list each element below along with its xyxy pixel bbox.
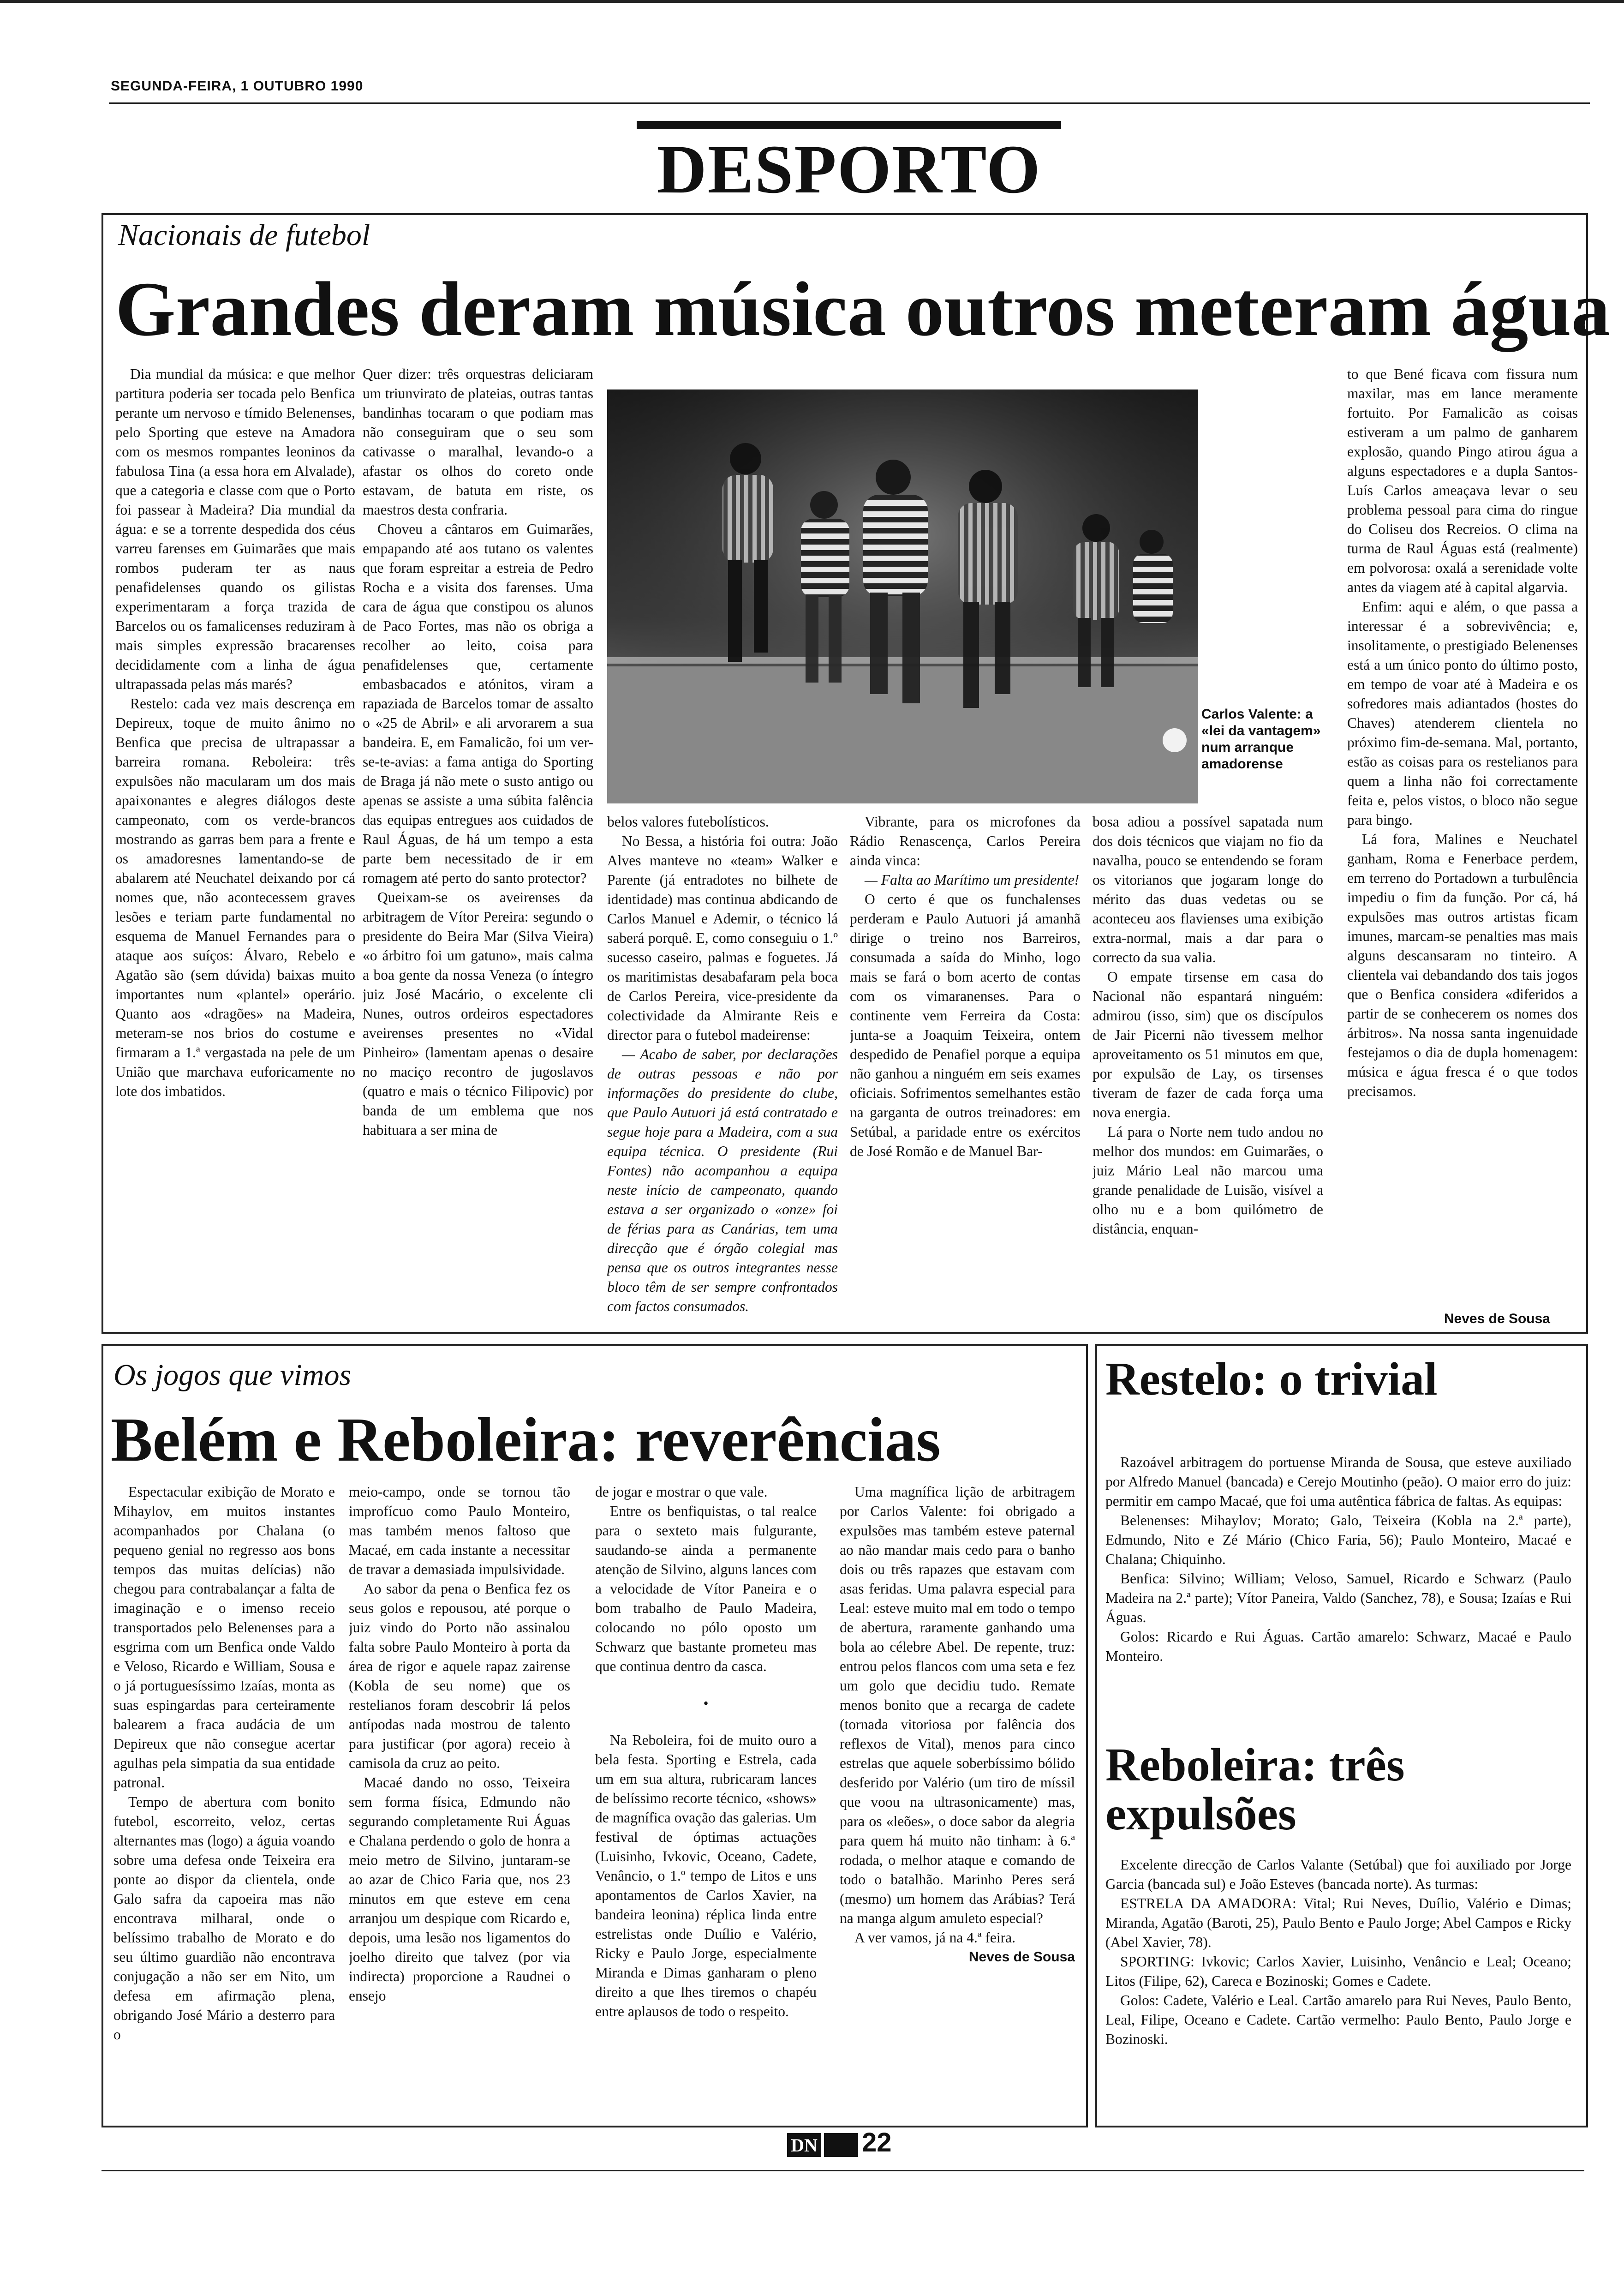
article2-column-3: [595, 1482, 817, 2115]
paragraph: to que Bené ficava com fissura num maxilar, mas em lance meramente fortuito. Por Famalicão as coisas estiveram a um palmo de ganharem explosão, quando Pingo atirou água a alguns espectadores e a dupla Santos-Luís Carlos ameaçava levar o seu problema pessoal para cima do ringue do Coliseu dos Recreios. O clima na turma de Raul Águas está (realmente) em polvorosa: oxalá a serenidade volte antes da viagem até à capital algarvia.: [1347, 366, 1578, 595]
match-photo: [607, 389, 1198, 803]
paragraph: SPORTING: Ivkovic; Carlos Xavier, Luisinho, Venâncio e Leal; Oceano; Litos (Filipe, 62), Careca e Bozinoski; Gomes e Cadete.: [1105, 1953, 1571, 1989]
paragraph: Lá fora, Malines e Neuchatel ganham, Roma e Fenerbace perdem, em terreno do Portadown a turbulência impediu o fim da função. Por cá, há expulsões mas outros artistas ficam imunes, marcam-se penalties mas mais alguns descansaram no tinteiro. A clientela vai debandando dos tais jogos que o Benfica considera «diferidos a partir de se conhecerem os nomes dos árbitros». Na nossa santa ingenuidade festejamos o dia de dupla homenagem: música e água fresca é o que todos precisamos.: [1347, 831, 1578, 1099]
paragraph: Ao sabor da pena o Benfica fez os seus golos e repousou, até porque o juiz vindo do Porto não assinalou falta sobre Paulo Monteiro à porta da área de rigor e aquele rapaz zairense (Kobla de seu nome) que os restelianos foram descobrir lá pelos antípodas nada mostrou de talento para justificar (por agora) receio à camisola da cruz ao peito.: [349, 1581, 570, 1771]
paragraph: Restelo: cada vez mais descrença em Depireux, toque de muito ânimo no Benfica que precisa de ultrapassar a barreira romana. Reboleira: três expulsões não macularam um dos mais apaixonantes e alegres diálogos deste campeonato, com os verde-brancos mostrando as garras bem para a frente e os amadoresnes lamentando-se de abalarem até Neuchatel deixando por cá nomes que, não acontecessem graves lesões e teriam parte fundamental no esquema de Manuel Fernandes para o ataque aos suíços: Álvaro, Rebelo e Agatão são (sem dúvida) baixas muito importantes num «plantel» operário. Quanto aos «dragões» na Madeira, meteram-se nos brios do costume e firmaram a 1.ª vergastada na pele de um União que marchava euforicamente no lote dos imbatidos.: [115, 695, 355, 1099]
article2-column-1: [113, 1482, 335, 2115]
restelo-headline: Restelo: o trivial: [1105, 1353, 1438, 1405]
paragraph: Benfica: Silvino; William; Veloso, Samuel, Ricardo e Schwarz (Paulo Madeira na 2.ª parte); Vítor Paneira, Valdo (Sanchez, 78), e Sousa; Izaías e Rui Águas.: [1105, 1570, 1571, 1625]
paragraph: Razoável arbitragem do portuense Miranda de Sousa, que esteve auxiliado por Alfredo Manuel (bancada) e Cerejo Moutinho (peão). O maior erro do juiz: permitir em campo Macaé, que foi uma autêntica fábrica de faltas. As equipas:: [1105, 1454, 1571, 1509]
dateline: SEGUNDA-FEIRA, 1 OUTUBRO 1990: [111, 78, 364, 94]
paragraph: A ver vamos, já na 4.ª feira.: [854, 1929, 1015, 1946]
page-number: 22: [862, 2127, 892, 2157]
photo-caption: Carlos Valente: a «lei da vantagem» num arranque amadorense: [1201, 707, 1321, 772]
paragraph: Quer dizer: três orquestras deliciaram um triunvirato de plateias, outras tantas bandinhas tocaram o que podiam mas não conseguiram que o seu som cativasse o maralhal, levando-o a afastar os olhos do coreto onde estavam, de batuta em riste, os maestros desta confraria.: [363, 366, 593, 518]
paragraph: Belenenses: Mihaylov; Morato; Galo, Teixeira (Kobla na 2.ª parte), Edmundo, Nito e Zé Mário (Chico Faria, 56); Paulo Monteiro, Macaé e Chalana; Chiquinho.: [1105, 1512, 1571, 1567]
main-kicker: Nacionais de futebol: [118, 218, 370, 252]
article2-column-2: [349, 1482, 570, 2115]
paragraph: Tempo de abertura com bonito futebol, escorreito, veloz, certas alternantes mas (logo) a águia voando sobre uma defesa onde Teixeira era ponte ao dispor da clientela, onde Galo safra da capoeira mas não encontrava milharal, onde o belíssimo trabalho de Morato e do seu último guardião não encontrava conjugação a não ser em Nito, um defesa em afirmação plena, obrigando José Mário a desterro para o: [113, 1794, 335, 2043]
paragraph: ESTRELA DA AMADORA: Vital; Rui Neves, Duílio, Valério e Dimas; Miranda, Agatão (Baroti, 25), Paulo Bento e Paulo Jorge; Abel Campos e Ricky (Abel Xavier, 78).: [1105, 1895, 1571, 1950]
paragraph: Lá para o Norte nem tudo andou no melhor dos mundos: em Guimarães, o juiz Mário Leal não marcou uma grande penalidade de Luisão, visível a olho nu e a bom quilómetro de distância, enquan-: [1093, 1124, 1323, 1237]
article1-column-1: [115, 365, 355, 1327]
paragraph: Vibrante, para os microfones da Rádio Renascença, Carlos Pereira ainda vinca:: [850, 814, 1081, 869]
paragraph: Espectacular exibição de Morato e Mihaylov, em muitos instantes acompanhados por Chalana (o pequeno genial no regresso aos bons tempos das muitas delícias) não chegou para contrabalançar a falta de imaginação e o imenso receio transportados pelo Belenenses para a esgrima com um Benfica onde Valdo e Veloso, Ricardo e William, Sousa e o já portuguesíssimo Izaías, monta as suas espingardas para certeiramente balearem a fraca audácia de um Depireux que não consegue acertar agulhas pela simpatia da sua entidade patronal.: [113, 1484, 335, 1791]
paragraph: Choveu a cântaros em Guimarães, empapando até aos tutano os valentes que foram espreitar a estreia de Pedro Rocha e a visita dos farenses. Uma cara de água que constipou os alunos de Paco Fortes, mas não os obriga a recolher ao leito, coisa para penafidelenses que, certamente embasbacados e atónitos, viram a rapaziada de Barcelos tomar de assalto o «25 de Abril» e ali arvorarem a sua bandeira. E, em Famalicão, foi um ver-se-te-avias: a fama antiga do Sporting de Braga já não mete o susto antigo ou apenas se assiste a uma súbita falência das equipas entregues aos cuidados de Raul Águas, de há um tempo a esta parte bem necessitado de ir em romagem até perto do santo protector?: [363, 521, 593, 886]
section-title: DESPORTO: [657, 131, 1041, 208]
svg-text:DN: DN: [791, 2135, 818, 2156]
article2-column-4: [840, 1482, 1075, 2115]
restelo-report: [1105, 1453, 1571, 1711]
paragraph: Excelente direcção de Carlos Valante (Setúbal) que foi auxiliado por Jorge Garcia (bancada sul) e João Esteves (bancada norte). As turmas:: [1105, 1857, 1571, 1892]
paragraph: de jogar e mostrar o que vale.: [595, 1484, 768, 1500]
separator-dot: •: [703, 1695, 709, 1711]
second-kicker: Os jogos que vimos: [113, 1358, 352, 1392]
newspaper-logo: [786, 2131, 860, 2159]
paragraph: Queixam-se os aveirenses da arbitragem de Vítor Pereira: segundo o presidente do Beira Mar (Silva Vieira) «o árbitro foi um gatuno», mais calma a boa gente da nossa Veneza (o íntegro juiz José Macário, o excelente cli Nunes, outros ordeiros espectadores aveirenses presentes no «Vidal Pinheiro» (lamentam apenas o desaire no maciço recontro de jugoslavos (quatro e mais o técnico Filipovic) por banda de um emblema que nos habituara a ser mina de: [363, 889, 593, 1138]
article1-signature: Neves de Sousa: [1444, 1311, 1550, 1326]
article1-column-3: [607, 812, 838, 1327]
top-rule: [0, 0, 1624, 3]
paragraph: Uma magnífica lição de arbitragem por Carlos Valente: foi obrigado a expulsões mas também esteve paternal ao não mandar mais cedo para o banho dois ou três rapazes que estavam com asas feridas. Uma palavra especial para Leal: esteve muito mal em todo o tempo de abertura, raramente ganhando uma bola ao célebre Abel. De repente, truz: entrou pelos flancos com uma seta e fez um golo que decidiu tudo. Remate menos bonito que a recarga de cadete (tornada vitoriosa por falência dos reflexos de Vital), menos para cinco estrelas que aquele soberbíssimo bólido desferido por Valério (um tiro de míssil que voou na ultrasonicamente) mas, para os «leões», o doce sabor da alegria para quem há muito não tinham: à 6.ª rodada, o melhor ataque e comando de todo o batalhão. Marinho Peres será (mesmo) um homem das Arábias? Terá na manga algum amuleto especial?: [840, 1484, 1075, 1926]
match-photo-image: [607, 389, 1198, 803]
paragraph: meio-campo, onde se tornou tão improfícuo como Paulo Monteiro, mas também menos faltoso que Macaé, em cada instante a necessitar de travar a demasiada impulsividade.: [349, 1484, 570, 1577]
article1-column-4: [850, 812, 1081, 1327]
paragraph: Dia mundial da música: e que melhor partitura poderia ser tocada pelo Benfica perante um nervoso e tímido Belenenses, pelo Sporting que esteve na Amadora com os mesmos rompantes leoninos da fabulosa Tina (a essa hora em Alvalade), que a categoria e classe com que o Porto foi passear à Madeira? Dia mundial da água: e se a torrente despedida dos céus varreu farenses em Guimarães que mais rombos puderam ter as naus penafidelenses quando os gilistas experimentaram a força trazida de Barcelos ou os famalicenses reduziram à mais simples expressão bracarenses decididamente com a linha de água ultrapassada pelas más marés?: [115, 366, 355, 692]
paragraph: Na Reboleira, foi de muito ouro a bela festa. Sporting e Estrela, cada um em sua altura, rubricaram lances de belíssimo recorte técnico, «shows» de magnífica ovação das galerias. Um festival de óptimas actuações (Luisinho, Ivkovic, Oceano, Cadete, Venâncio, o 1.º tempo de Litos e uns apontamentos de Carlos Xavier, na bandeira leonina) réplica linda entre estrelistas onde Duílio e Valério, Ricky e Paulo Jorge, especialmente Miranda e Dimas ganharam o pleno direito a que lhes tiremos o chapéu entre aplausos de todo o respeito.: [595, 1732, 817, 2019]
second-headline: Belém e Reboleira: reverências: [111, 1405, 941, 1474]
paragraph: — Acabo de saber, por declarações de outras pessoas e não por informações do presidente do clube, que Paulo Autuori já está contratado e segue hoje para a Madeira, com a sua equipa técnica. O presidente (Rui Fontes) não acompanhou a equipa neste início de campeonato, quando estava a ser organizado o «onze» foi de férias para as Canárias, tem uma direcção que é órgão colegial mas pensa que os outros integrantes nesse bloco têm de ser sempre confrontados com factos consumados.: [607, 1046, 838, 1314]
article1-column-6: [1347, 365, 1578, 1308]
article2-signature: Neves de Sousa: [968, 1949, 1075, 1965]
bottom-rule: [102, 2170, 1584, 2171]
paragraph: — Falta ao Marítimo um presidente!: [865, 872, 1080, 888]
paragraph: Golos: Ricardo e Rui Águas. Cartão amarelo: Schwarz, Macaé e Paulo Monteiro.: [1105, 1629, 1571, 1664]
paragraph: belos valores futebolísticos.: [607, 814, 769, 830]
dn-logo-icon: [786, 2131, 860, 2159]
main-headline: Grandes deram música outros meteram água: [115, 266, 1610, 352]
dateline-rule: [109, 102, 1590, 104]
article1-column-2: [363, 365, 593, 1327]
paragraph: Enfim: aqui e além, o que passa a interessar é a sobrevivência; e, insolitamente, o prestigiado Belenenses está a um único ponto do último posto, em tempo de voar até à Madeira e os sofredores mais adiantados (hostes do Chaves) atenderem clientela no próximo fim-de-semana. Mal, portanto, estão as coisas para os restelianos para quem a linha não foi correctamente feita e, pelos vistos, o bloco não segue para bingo.: [1347, 599, 1578, 828]
paragraph: Golos: Cadete, Valério e Leal. Cartão amarelo para Rui Neves, Paulo Bento, Leal, Filipe, Oceano e Cadete. Cartão vermelho: Paulo Bento, Paulo Jorge e Bozinoski.: [1105, 1992, 1571, 2047]
paragraph: Entre os benfiquistas, o tal realce para o sexteto mais fulgurante, saudando-se ainda a permanente atenção de Silvino, alguns lances com a velocidade de Vítor Paneira e o bom trabalho de Paulo Madeira, colocando no pólo oposto um Schwarz que bastante prometeu mas que continua dentro da casca.: [595, 1503, 817, 1674]
paragraph: bosa adiou a possível sapatada num dos dois técnicos que viajam no fio da navalha, pouco se entendendo se foram os vitorianos que jogaram longe do mérito das duas vedetas ou se aconteceu aos flavienses uma exibição extra-normal, mais a dar para o correcto da sua valia.: [1093, 814, 1323, 965]
paragraph: No Bessa, a história foi outra: João Alves manteve no «team» Walker e Parente (já entradotes no bilhete de identidade) mas continua abdicando de Carlos Manuel e Ademir, o técnico lá saberá porquê. E, como conseguiu o 1.º sucesso caseiro, palmas e foguetes. Já os maritimistas desabafaram pela boca de Carlos Pereira, vice-presidente da colectividade da Almirante Reis e director para o futebol madeirense:: [607, 833, 838, 1043]
paragraph: O empate tirsense em casa do Nacional não espantará ninguém: admirou (isso, sim) que os discípulos de Jair Picerni não tivessem melhor aproveitamento os 51 minutos em que, por expulsão de Lay, os tirsenses tiveram de fazer de cada força uma nova energia.: [1093, 969, 1323, 1121]
reboleira-report: [1105, 1855, 1571, 2118]
section-bar: [637, 121, 1061, 129]
paragraph: O certo é que os funchalenses perderam e Paulo Autuori já amanhã dirige o treino nos Barreiros, consumada a saída do Minho, logo mais se fará o bom acerto de contas com os vimaranenses. Para o continente vem Ferreira da Costa: junta-se a Joaquim Teixeira, ontem despedido de Penafiel porque a equipa não ganhou a ninguém em seis exames oficiais. Sofrimentos semelhantes estão na garganta de outros treinadores: em Setúbal, a paridade entre os exércitos de José Romão e de Manuel Bar-: [850, 891, 1081, 1159]
article1-column-5: [1093, 812, 1323, 1327]
reboleira-headline: Reboleira: três expulsões: [1105, 1739, 1405, 1840]
paragraph: Macaé dando no osso, Teixeira sem forma física, Edmundo não segurando completamente Rui Águas e Chalana perdendo o golo de honra a meio metro de Silvino, juntaram-se ao azar de Chico Faria que, nos 23 minutos em que esteve em cena arranjou um despique com Ricardo e, depois, uma lesão nos ligamentos do joelho direito que talvez (por via indirecta) proporcione a Raudnei o ensejo: [349, 1774, 570, 2004]
